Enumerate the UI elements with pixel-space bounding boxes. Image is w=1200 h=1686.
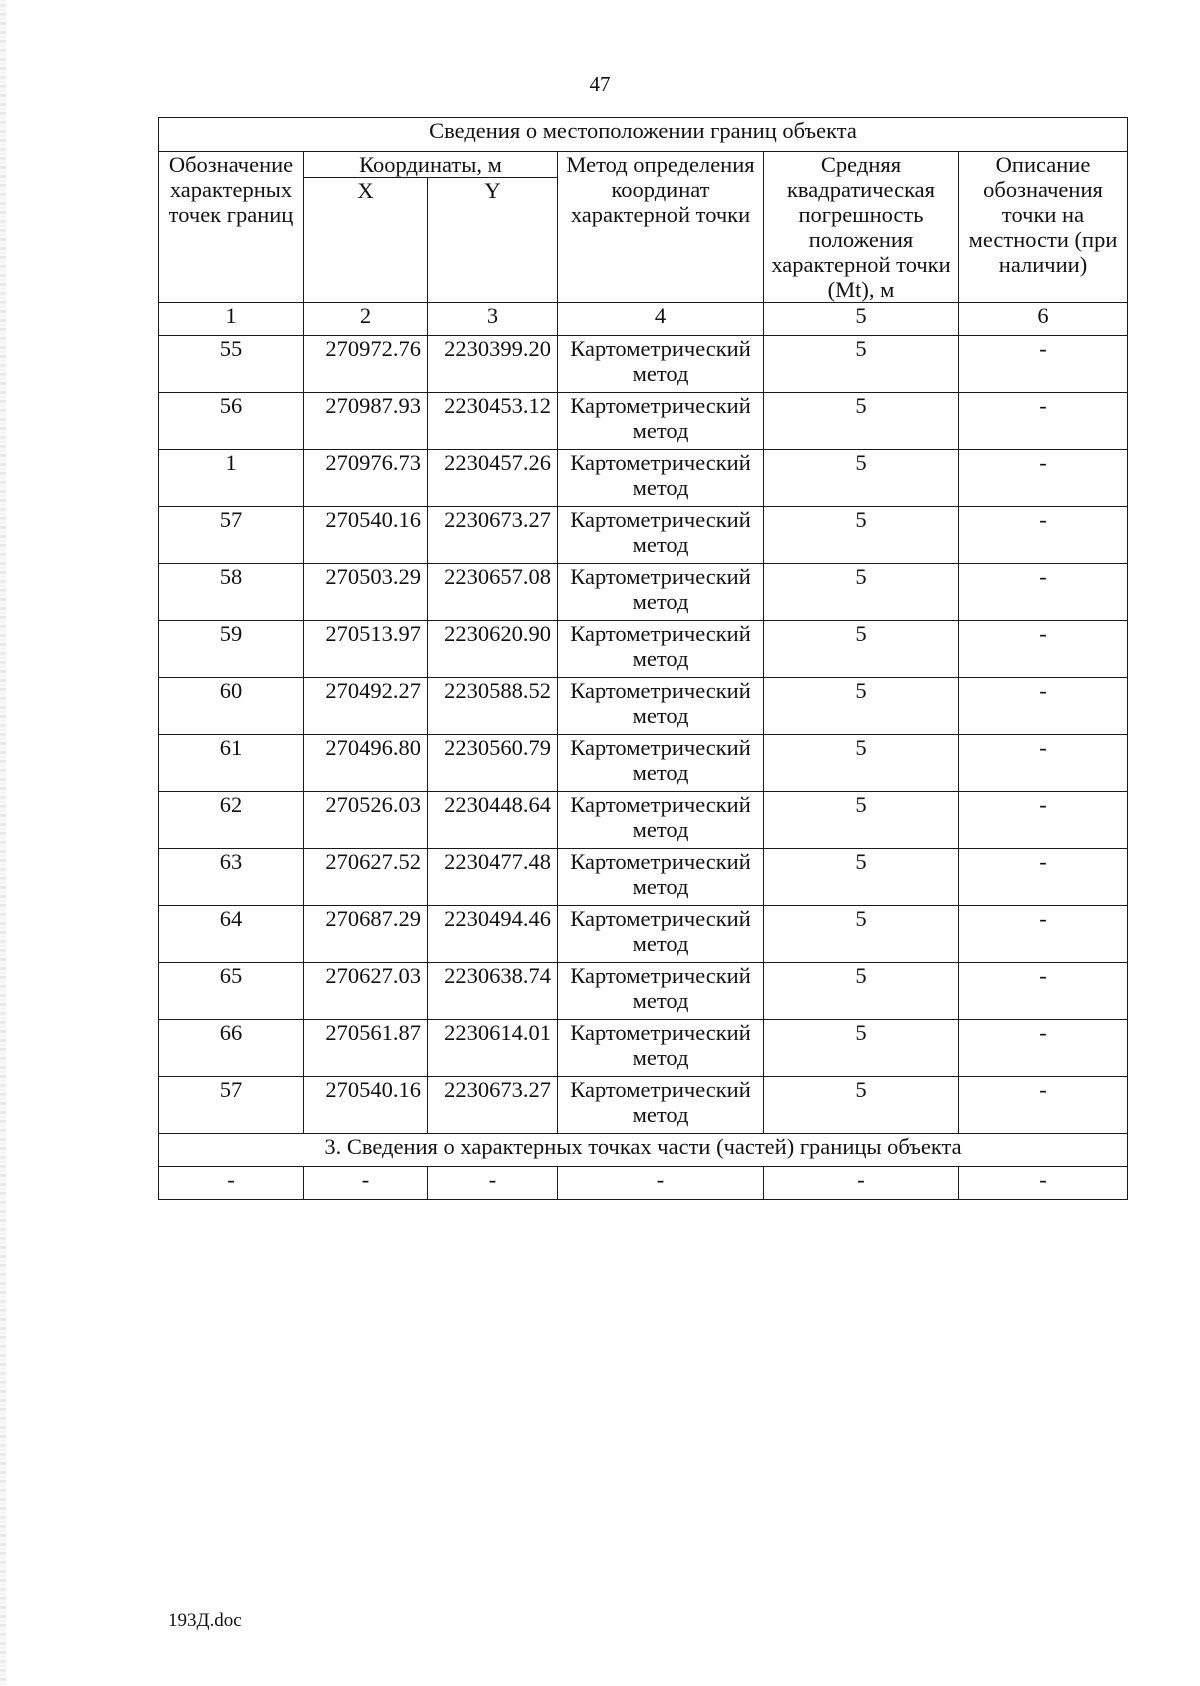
y-coordinate-cell: 2230588.52 (428, 678, 558, 735)
description-cell: - (959, 963, 1128, 1020)
description-cell: - (959, 849, 1128, 906)
accuracy-cell: 5 (764, 507, 959, 564)
method-cell: Картометрический метод (558, 1077, 764, 1134)
x-coordinate-cell: 270627.52 (304, 849, 428, 906)
description-cell: - (959, 1077, 1128, 1134)
y-coordinate-cell: 2230457.26 (428, 450, 558, 507)
table-cell: - (304, 1167, 428, 1200)
y-coordinate-cell: 2230673.27 (428, 1077, 558, 1134)
point-cell: 1 (159, 450, 304, 507)
x-coordinate-cell: 270972.76 (304, 336, 428, 393)
x-coordinate-cell: 270513.97 (304, 621, 428, 678)
table-row (159, 336, 1128, 393)
description-cell: - (959, 678, 1128, 735)
y-coordinate-cell: 2230614.01 (428, 1020, 558, 1077)
point-cell: 60 (159, 678, 304, 735)
header-accuracy: Средняя квадратическая погрешность положения характерной точки (Mt), м (764, 152, 959, 303)
y-coordinate-cell: 2230448.64 (428, 792, 558, 849)
point-cell: 56 (159, 393, 304, 450)
y-coordinate-cell: 2230453.12 (428, 393, 558, 450)
column-number: 2 (304, 303, 428, 336)
y-coordinate-cell: 2230673.27 (428, 507, 558, 564)
section-3-row (159, 1167, 1128, 1200)
accuracy-cell: 5 (764, 1020, 959, 1077)
table-row (159, 393, 1128, 450)
scan-edge (0, 0, 6, 1686)
point-cell: 64 (159, 906, 304, 963)
point-cell: 62 (159, 792, 304, 849)
method-cell: Картометрический метод (558, 1020, 764, 1077)
method-cell: Картометрический метод (558, 336, 764, 393)
table-row (159, 1077, 1128, 1134)
table-row (159, 678, 1128, 735)
x-coordinate-cell: 270496.80 (304, 735, 428, 792)
x-coordinate-cell: 270561.87 (304, 1020, 428, 1077)
table-body (159, 336, 1128, 1134)
point-cell: 57 (159, 507, 304, 564)
table-cell: - (428, 1167, 558, 1200)
accuracy-cell: 5 (764, 963, 959, 1020)
column-number: 3 (428, 303, 558, 336)
method-cell: Картометрический метод (558, 963, 764, 1020)
y-coordinate-cell: 2230620.90 (428, 621, 558, 678)
description-cell: - (959, 564, 1128, 621)
point-cell: 55 (159, 336, 304, 393)
table-row (159, 792, 1128, 849)
point-cell: 66 (159, 1020, 304, 1077)
column-number: 5 (764, 303, 959, 336)
x-coordinate-cell: 270540.16 (304, 1077, 428, 1134)
accuracy-cell: 5 (764, 849, 959, 906)
table-row (159, 849, 1128, 906)
column-number: 6 (959, 303, 1128, 336)
column-number: 1 (159, 303, 304, 336)
header-y: Y (428, 178, 558, 303)
point-cell: 59 (159, 621, 304, 678)
method-cell: Картометрический метод (558, 450, 764, 507)
description-cell: - (959, 735, 1128, 792)
y-coordinate-cell: 2230657.08 (428, 564, 558, 621)
x-coordinate-cell: 270976.73 (304, 450, 428, 507)
table-row (159, 963, 1128, 1020)
description-cell: - (959, 906, 1128, 963)
x-coordinate-cell: 270526.03 (304, 792, 428, 849)
table-row (159, 906, 1128, 963)
method-cell: Картометрический метод (558, 678, 764, 735)
table-row (159, 507, 1128, 564)
table-title: Сведения о местоположении границ объекта (159, 118, 1128, 152)
method-cell: Картометрический метод (558, 906, 764, 963)
point-cell: 58 (159, 564, 304, 621)
table-row (159, 450, 1128, 507)
description-cell: - (959, 1020, 1128, 1077)
method-cell: Картометрический метод (558, 564, 764, 621)
column-number-row (159, 303, 1128, 336)
header-coords: Координаты, м (304, 152, 558, 178)
x-coordinate-cell: 270540.16 (304, 507, 428, 564)
accuracy-cell: 5 (764, 393, 959, 450)
table-row (159, 564, 1128, 621)
table-cell: - (159, 1167, 304, 1200)
column-number: 4 (558, 303, 764, 336)
description-cell: - (959, 621, 1128, 678)
point-cell: 61 (159, 735, 304, 792)
description-cell: - (959, 336, 1128, 393)
method-cell: Картометрический метод (558, 792, 764, 849)
page-number: 47 (589, 72, 611, 96)
y-coordinate-cell: 2230477.48 (428, 849, 558, 906)
x-coordinate-cell: 270987.93 (304, 393, 428, 450)
method-cell: Картометрический метод (558, 621, 764, 678)
table-row (159, 1020, 1128, 1077)
description-cell: - (959, 507, 1128, 564)
point-cell: 65 (159, 963, 304, 1020)
accuracy-cell: 5 (764, 792, 959, 849)
y-coordinate-cell: 2230494.46 (428, 906, 558, 963)
table-row (159, 621, 1128, 678)
table-cell: - (764, 1167, 959, 1200)
accuracy-cell: 5 (764, 621, 959, 678)
header-description: Описание обозначения точки на местности (при наличии) (959, 152, 1128, 303)
point-cell: 57 (159, 1077, 304, 1134)
point-cell: 63 (159, 849, 304, 906)
x-coordinate-cell: 270687.29 (304, 906, 428, 963)
y-coordinate-cell: 2230638.74 (428, 963, 558, 1020)
accuracy-cell: 5 (764, 1077, 959, 1134)
header-method: Метод определения координат характерной точки (558, 152, 764, 303)
y-coordinate-cell: 2230399.20 (428, 336, 558, 393)
accuracy-cell: 5 (764, 564, 959, 621)
description-cell: - (959, 792, 1128, 849)
footer-filename: 193Д.doc (168, 1610, 242, 1631)
table-cell: - (558, 1167, 764, 1200)
description-cell: - (959, 393, 1128, 450)
table-cell: - (959, 1167, 1128, 1200)
method-cell: Картометрический метод (558, 507, 764, 564)
accuracy-cell: 5 (764, 906, 959, 963)
x-coordinate-cell: 270627.03 (304, 963, 428, 1020)
x-coordinate-cell: 270492.27 (304, 678, 428, 735)
table-row (159, 735, 1128, 792)
x-coordinate-cell: 270503.29 (304, 564, 428, 621)
method-cell: Картометрический метод (558, 849, 764, 906)
accuracy-cell: 5 (764, 735, 959, 792)
boundary-coordinates-table (158, 117, 1128, 1200)
method-cell: Картометрический метод (558, 735, 764, 792)
section-3-title: 3. Сведения о характерных точках части (частей) границы объекта (159, 1134, 1128, 1167)
accuracy-cell: 5 (764, 450, 959, 507)
header-point: Обозначение характерных точек границ (159, 152, 304, 303)
header-x: X (304, 178, 428, 303)
method-cell: Картометрический метод (558, 393, 764, 450)
y-coordinate-cell: 2230560.79 (428, 735, 558, 792)
description-cell: - (959, 450, 1128, 507)
accuracy-cell: 5 (764, 336, 959, 393)
accuracy-cell: 5 (764, 678, 959, 735)
